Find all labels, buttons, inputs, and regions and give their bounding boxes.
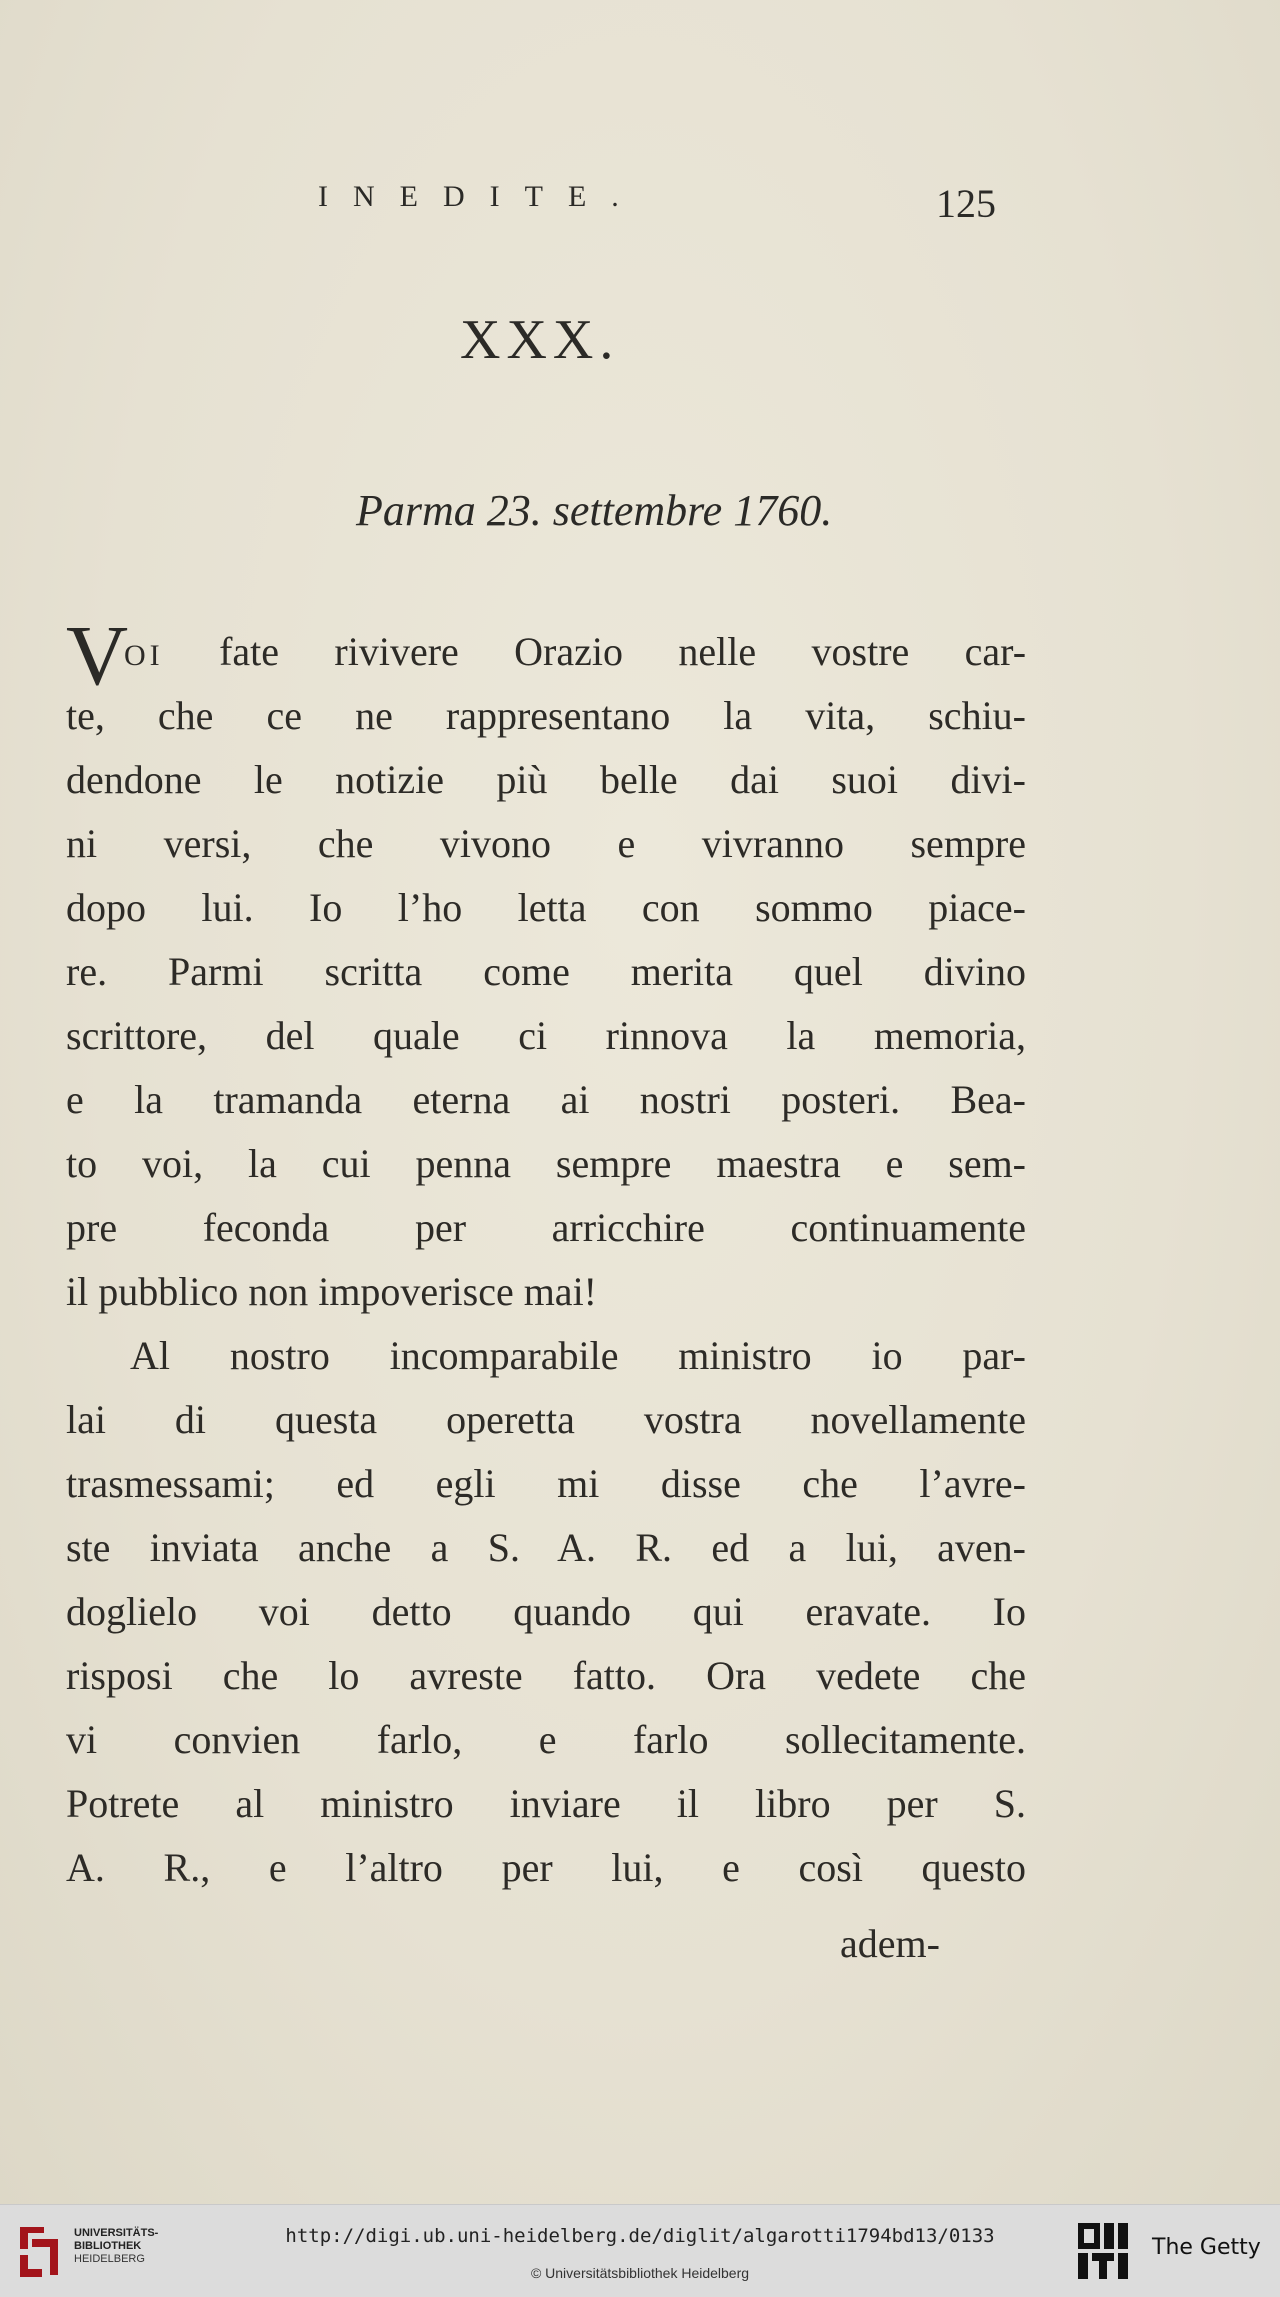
getty-name: The Getty xyxy=(1152,2235,1261,2260)
text-line: il pubblico non impoverisce mai! xyxy=(66,1269,597,1314)
viewer-footer xyxy=(0,2204,1280,2297)
letter-body xyxy=(66,607,1027,1900)
text-line: dopo lui. Io l’ho letta con sommo piace- xyxy=(66,885,1026,930)
letter-number: XXX. xyxy=(460,309,620,371)
text-line: to voi, la cui penna sempre maestra e sem- xyxy=(66,1141,1026,1186)
drop-cap: V xyxy=(66,607,129,703)
text-line: doglielo voi detto quando qui eravate. Io xyxy=(66,1589,1026,1634)
text-line: risposi che lo avreste fatto. Ora vedete che xyxy=(66,1653,1026,1698)
text-line: ste inviata anche a S. A. R. ed a lui, aven- xyxy=(66,1525,1026,1570)
text-line: re. Parmi scritta come merita quel divino xyxy=(66,949,1026,994)
text-line: trasmessami; ed egli mi disse che l’avre- xyxy=(66,1461,1026,1506)
text-line: pre feconda per arricchire continuamente xyxy=(66,1205,1026,1250)
page-number: 125 xyxy=(936,181,996,226)
institution-name: UNIVERSITÄTS- BIBLIOTHEK HEIDELBERG xyxy=(74,2227,159,2265)
line-text: fate rivivere Orazio nelle vostre car- xyxy=(219,629,1027,674)
getty-logo-icon xyxy=(1076,2221,1132,2281)
catchword: adem- xyxy=(840,1921,940,1966)
text-line: A. R., e l’altro per lui, e così questo xyxy=(66,1845,1026,1890)
text-line: e la tramanda eterna ai nostri posteri. Bea- xyxy=(66,1077,1026,1122)
text-line: lai di questa operetta vostra novellamente xyxy=(66,1397,1026,1442)
text-line: scrittore, del quale ci rinnova la memoria, xyxy=(66,1013,1026,1058)
text-line: te, che ce ne rappresentano la vita, schiu- xyxy=(66,693,1026,738)
first-word: OI xyxy=(124,639,164,672)
dateline: Parma 23. settembre 1760. xyxy=(356,486,833,535)
text-line: ni versi, che vivono e vivranno sempre xyxy=(66,821,1026,866)
text-line: Al nostro incomparabile ministro io par- xyxy=(130,1333,1026,1378)
text-line: vi convien farlo, e farlo sollecitamente. xyxy=(66,1717,1026,1762)
text-line: dendone le notizie più belle dai suoi divi- xyxy=(66,757,1026,802)
permalink-url[interactable]: http://digi.ub.uni-heidelberg.de/diglit/algarotti1794bd13/0133 xyxy=(285,2225,995,2247)
running-head: INEDITE. xyxy=(318,180,644,213)
text-line xyxy=(66,607,1027,703)
text-line: Potrete al ministro inviare il libro per S. xyxy=(66,1781,1026,1826)
copyright-notice: © Universitätsbibliothek Heidelberg xyxy=(530,2265,750,2281)
